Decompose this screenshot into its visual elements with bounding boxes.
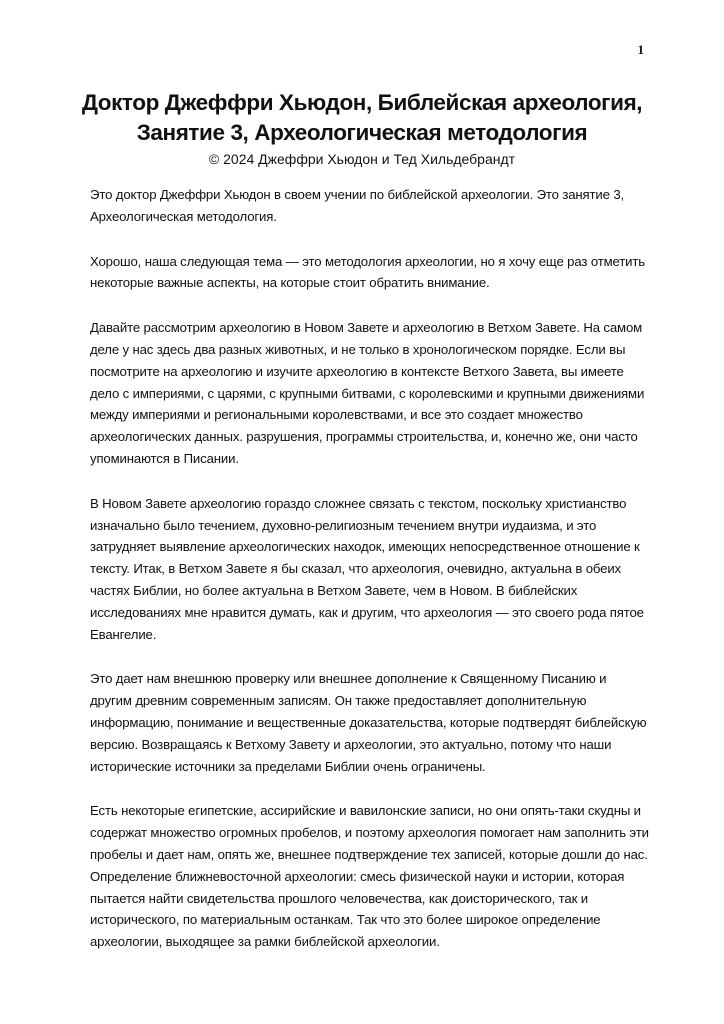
- paragraph-5: Это дает нам внешнюю проверку или внешнее дополнение к Священному Писанию и другим древним современным записям. Он также предоставляет дополнительную информацию, понимание и вещественные доказательства, которые подтвердят библейскую версию. Возвращаясь к Ветхому Завету и археологии, это актуально, потому что наши исторические источники за пределами Библии очень ограничены.: [90, 671, 647, 774]
- paragraph-1: Это доктор Джеффри Хьюдон в своем учении по библейской археологии. Это занятие 3, Археологическая методология.: [90, 187, 625, 224]
- paragraph-2: Хорошо, наша следующая тема — это методология археологии, но я хочу еще раз отметить некоторые важные аспекты, на которые стоит обратить внимание.: [90, 253, 645, 291]
- copyright-line: © 2024 Джеффри Хьюдон и Тед Хильдебрандт: [208, 151, 516, 167]
- document-body: [90, 184, 650, 976]
- title-line-2: Занятие 3, Археологическая методология: [136, 120, 588, 145]
- paragraph-6: Есть некоторые египетские, ассирийские и вавилонские записи, но они опять-таки скудны и содержат множество огромных пробелов, и поэтому археология помогает нам заполнить эти пробелы и дает нам, опять же, внешнее подтверждение тех записей, которые дошли до нас. Определение ближневосточной археологии: смесь физической науки и истории, которая пытается найти свидетельства прошлого человечества, как доисторического, так и исторического, по материальным останкам. Так что это более широкое определение археологии, выходящее за рамки библейской археологии.: [90, 803, 649, 950]
- document-title: [60, 88, 664, 148]
- page-number: 1: [637, 42, 644, 57]
- document-header: [60, 88, 664, 168]
- paragraph-3: Давайте рассмотрим археологию в Новом Завете и археологию в Ветхом Завете. На самом деле у нас здесь два разных животных, и не только в хронологическом порядке. Если вы посмотрите на археологию и изучите археологию в контексте Ветхого Завета, вы имеете дело с империями, с царями, с крупными битвами, с королевскими и крупными движениями между империями и региональными королевствами, и все это создает множество археологических данных. разрушения, программы строительства, и, конечно же, они часто упоминаются в Писании.: [90, 320, 645, 466]
- paragraph-4: В Новом Завете археологию гораздо сложнее связать с текстом, поскольку христианство изначально было течением, духовно-религиозным течением внутри иудаизма, и это затрудняет выявление археологических находок, имеющих непосредственное отношение к тексту. Итак, в Ветхом Завете я бы сказал, что археология, очевидно, актуальна в обеих частях Библии, но более актуальна в Ветхом Завете, чем в Новом. В библейских исследованиях мне нравится думать, как и другим, что археология — это своего рода пятое Евангелие.: [90, 495, 644, 642]
- title-line-1: Доктор Джеффри Хьюдон, Библейская археология,: [81, 90, 643, 115]
